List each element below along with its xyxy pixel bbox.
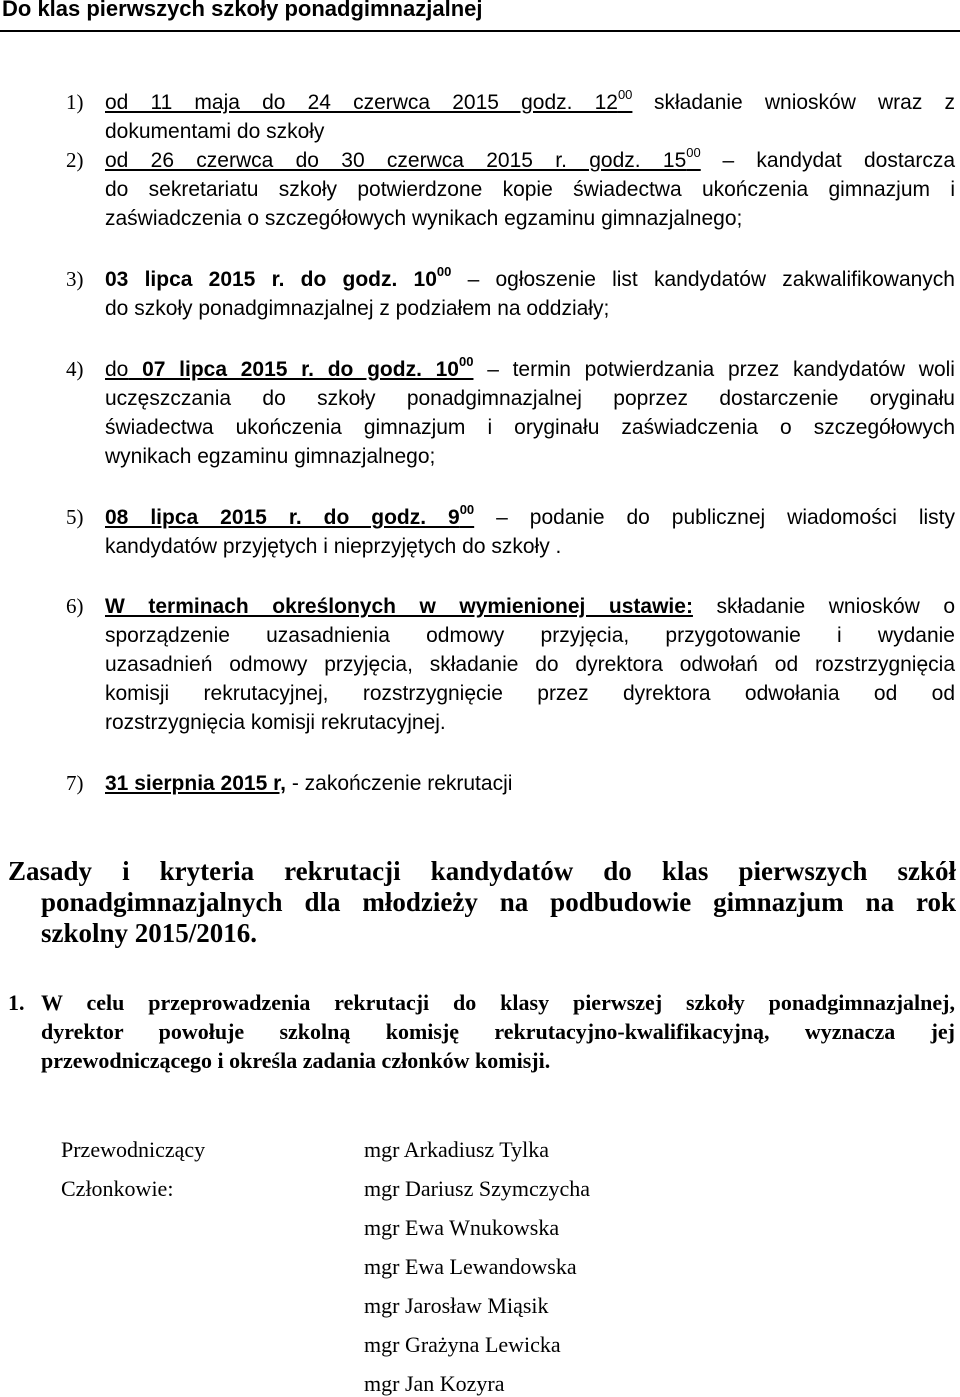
item-continuation: do sekretariatu szkoły potwierdzone kopie świadectwa ukończenia gimnazjum i [105,178,955,201]
item-number: 4) [66,357,84,381]
chair-label: Przewodniczący [61,1137,206,1162]
schedule-item-2: od 26 czerwca do 30 czerwca 2015 r. godz. $15^{00}$ – kandydat dostarcza [105,145,956,172]
item-number: 7) [66,771,84,795]
item-continuation: sporządzenie uzasadnienia odmowy przyjęcia, przygotowanie i wydanie [105,624,955,647]
item-continuation: wynikach egzaminu gimnazjalnego; [105,445,436,468]
members-label: Członkowie: [61,1176,174,1201]
committee-member: mgr Ewa Lewandowska [364,1254,577,1279]
committee-member: mgr Grażyna Lewicka [364,1332,561,1357]
item-continuation: świadectwa ukończenia gimnazjum i oryginału zaświadczenia o szczegółowych [105,416,955,439]
point-1-line: W celu przeprowadzenia rekrutacji do klasy pierwszej szkoły ponadgimnazjalnej, [41,990,955,1015]
date-range: 31 sierpnia 2015 r, [105,772,286,795]
point-1-line: przewodniczącego i określa zadania członków komisji. [41,1048,551,1073]
section-heading: Zasady i kryteria rekrutacji kandydatów do klas pierwszych szkół ponadgimnazjalnych dla młodzieży na podbudowie gimnazjum na rok szkolny 2015/2016. [8,856,956,948]
schedule-item-6: W terminach określonych w wymienionej ustawie: składanie wniosków o [105,595,956,618]
date-range: do 07 lipca 2015 r. do godz. $10^{00}$ [105,354,474,381]
date-range: od 11 maja do 24 czerwca 2015 godz. $12^{00}$ [105,87,633,114]
item-continuation: uzasadnień odmowy przyjęcia, składanie do dyrektora odwołań od rozstrzygnięcia [105,653,955,676]
item-continuation: do szkoły ponadgimnazjalnej z podziałem na oddziały; [105,297,610,320]
committee-member: mgr Ewa Wnukowska [364,1215,560,1240]
committee-member: mgr Jarosław Miąsik [364,1293,549,1318]
item-continuation: zaświadczenia o szczegółowych wynikach egzaminu gimnazjalnego; [105,207,743,230]
page-header [0,0,960,32]
item-continuation: uczęszczania do szkoły ponadgimnazjalnej poprzez dostarczenie oryginału [105,387,955,410]
date-range: 08 lipca 2015 r. do godz. $9^{00}$ [105,502,475,529]
item-number: 2) [66,148,84,172]
schedule-item-4: do 07 lipca 2015 r. do godz. $10^{00}$ – termin potwierdzania przez kandydatów woli [105,354,955,381]
item-continuation: kandydatów przyjętych i nieprzyjętych do szkoły . [105,535,562,558]
item-number: 6) [66,594,84,618]
date-range: od 26 czerwca do 30 czerwca 2015 r. godz. $15^{00}$ [105,145,701,172]
page-title: Do klas pierwszych szkoły ponadgimnazjalnej [2,0,483,21]
schedule-item-7: 31 sierpnia 2015 r, - zakończenie rekrutacji [105,772,513,795]
item-number: 1) [66,90,84,114]
committee-member: mgr Jan Kozyra [364,1371,505,1396]
item-continuation: rozstrzygnięcia komisji rekrutacyjnej. [105,711,446,734]
schedule-item-1: od 11 maja do 24 czerwca 2015 godz. $12^{00}$ składanie wniosków wraz z [105,87,955,114]
schedule-item-3: 03 lipca 2015 r. do godz. $10^{00}$ – ogłoszenie list kandydatów zakwalifikowanych [105,264,955,291]
item-number: 5) [66,505,84,529]
item-continuation: komisji rekrutacyjnej, rozstrzygnięcie przez dyrektora odwołania od od [105,682,955,705]
committee-member: mgr Arkadiusz Tylka [364,1137,550,1162]
point-number: 1. [8,990,25,1015]
item-continuation: dokumentami do szkoły [105,120,325,143]
date-range: W terminach określonych w wymienionej ustawie: [105,595,693,618]
item-number: 3) [66,267,84,291]
schedule-item-5: 08 lipca 2015 r. do godz. $9^{00}$ – podanie do publicznej wiadomości listy [105,502,955,529]
date-range: 03 lipca 2015 r. do godz. $10^{00}$ [105,264,452,291]
point-1-line: dyrektor powołuje szkolną komisję rekrutacyjno-kwalifikacyjną, wyznacza jej [41,1019,955,1044]
committee-member: mgr Dariusz Szymczycha [364,1176,591,1201]
